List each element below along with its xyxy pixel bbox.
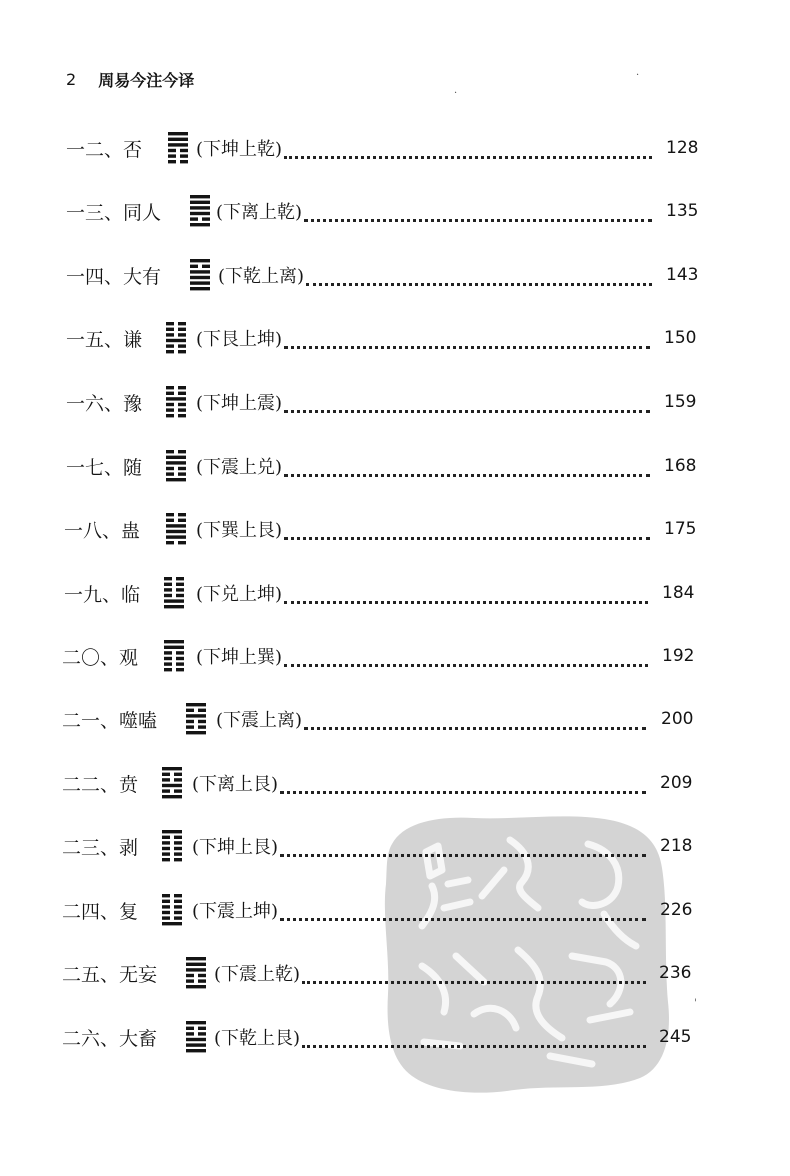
yang-line <box>186 1043 206 1046</box>
hexagram-symbol-icon <box>186 955 206 989</box>
toc-entry[interactable] <box>0 446 790 486</box>
yin-line <box>178 513 186 516</box>
yin-line <box>166 450 174 453</box>
hexagram-number: 一二、 <box>66 138 124 161</box>
yang-line <box>190 270 210 273</box>
yin-line <box>178 344 186 347</box>
yang-line <box>162 830 182 833</box>
yang-line <box>190 212 210 215</box>
hexagram-name: 大畜 <box>119 1027 158 1050</box>
trigram-composition: (下乾上艮) <box>214 1028 301 1049</box>
yin-line <box>198 979 206 982</box>
yin-line <box>186 709 194 712</box>
yang-line <box>166 339 186 342</box>
page-number: 218 <box>660 836 693 856</box>
yin-line <box>178 414 186 417</box>
yin-line <box>162 778 170 781</box>
toc-entry-label <box>66 446 142 486</box>
page-number: 209 <box>660 773 693 793</box>
dot-leader <box>284 454 650 477</box>
yin-line <box>162 836 170 839</box>
yin-line <box>198 974 206 977</box>
toc-entry-label <box>66 318 142 358</box>
yin-line <box>198 1032 206 1035</box>
yang-line <box>186 731 206 734</box>
yin-line <box>176 594 184 597</box>
yin-line <box>178 472 186 475</box>
yin-line <box>174 778 182 781</box>
yin-line <box>168 160 176 163</box>
trigram-composition: (下巽上艮) <box>196 520 283 541</box>
yin-line <box>166 350 174 353</box>
hexagram-number: 二五、 <box>62 963 120 986</box>
trigram-composition: (下坤上艮) <box>192 837 279 858</box>
stray-mark: ' <box>694 998 697 1009</box>
toc-entry-label <box>62 1017 157 1057</box>
hexagram-symbol-icon <box>166 320 186 354</box>
yin-line <box>168 149 176 152</box>
yin-line <box>198 720 206 723</box>
yang-line <box>190 206 210 209</box>
yang-line <box>190 223 210 226</box>
toc-entry[interactable] <box>0 1017 790 1057</box>
yin-line <box>166 408 174 411</box>
yang-line <box>190 276 210 279</box>
toc-entry[interactable] <box>0 573 790 613</box>
trigram-composition: (下震上坤) <box>192 901 279 922</box>
yin-line <box>174 905 182 908</box>
hexagram-name: 噬嗑 <box>119 709 158 732</box>
hexagram-symbol-icon <box>190 257 210 291</box>
trigram-composition: (下乾上离) <box>218 266 305 287</box>
hexagram-symbol-icon <box>168 130 188 164</box>
yang-line <box>162 784 182 787</box>
yin-line <box>162 916 170 919</box>
dot-leader <box>302 961 646 984</box>
yin-line <box>164 662 172 665</box>
hexagram-number: 一五、 <box>66 328 124 351</box>
yin-line <box>174 841 182 844</box>
hexagram-name: 复 <box>119 900 139 923</box>
yin-line <box>178 328 186 331</box>
hexagram-symbol-icon <box>186 701 206 735</box>
toc-entry[interactable] <box>0 255 790 295</box>
page-number: 168 <box>664 456 697 476</box>
toc-entry-label <box>62 636 138 676</box>
yin-line <box>186 1032 194 1035</box>
trigram-composition: (下坤上乾) <box>196 139 283 160</box>
toc-entry[interactable] <box>0 191 790 231</box>
yin-line <box>162 894 170 897</box>
yang-line <box>190 281 210 284</box>
yin-line <box>166 392 174 395</box>
yang-line <box>190 259 210 262</box>
yin-line <box>178 333 186 336</box>
yin-line <box>202 265 210 268</box>
yang-line <box>164 605 184 608</box>
page-number: 236 <box>659 963 692 983</box>
hexagram-number: 一八、 <box>64 519 122 542</box>
dot-leader <box>280 771 646 794</box>
yin-line <box>174 916 182 919</box>
yin-line <box>198 709 206 712</box>
toc-entry-label <box>66 255 161 295</box>
yin-line <box>166 333 174 336</box>
dot-leader <box>302 1025 646 1048</box>
yin-line <box>166 403 174 406</box>
yin-line <box>162 841 170 844</box>
yang-line <box>168 143 188 146</box>
yin-line <box>186 1027 194 1030</box>
yang-line <box>186 714 206 717</box>
yang-line <box>166 456 186 459</box>
yin-line <box>178 519 186 522</box>
yin-line <box>176 583 184 586</box>
toc-entry[interactable] <box>0 699 790 739</box>
yang-line <box>168 132 188 135</box>
page-number: 175 <box>664 519 697 539</box>
yin-line <box>166 414 174 417</box>
page-number: 143 <box>666 265 699 285</box>
yin-line <box>176 668 184 671</box>
hexagram-number: 二〇、 <box>62 646 120 669</box>
yin-line <box>190 265 198 268</box>
yin-line <box>178 392 186 395</box>
hexagram-name: 剥 <box>119 836 139 859</box>
yin-line <box>180 160 188 163</box>
yang-line <box>166 524 186 527</box>
header-page-number: 2 <box>66 70 77 89</box>
yang-line <box>162 922 182 925</box>
hexagram-name: 谦 <box>123 328 143 351</box>
toc-entry[interactable] <box>0 636 790 676</box>
dot-leader <box>304 707 646 730</box>
trigram-composition: (下离上乾) <box>216 202 303 223</box>
toc-entry[interactable] <box>0 382 790 422</box>
page-number: 128 <box>666 138 699 158</box>
hexagram-name: 大有 <box>123 265 162 288</box>
trigram-composition: (下坤上巽) <box>196 647 283 668</box>
yin-line <box>166 344 174 347</box>
trigram-composition: (下震上离) <box>216 710 303 731</box>
yin-line <box>202 217 210 220</box>
toc-entry-label <box>66 382 142 422</box>
hexagram-number: 一九、 <box>64 583 122 606</box>
yin-line <box>166 328 174 331</box>
yin-line <box>198 1027 206 1030</box>
yang-line <box>186 703 206 706</box>
yin-line <box>198 725 206 728</box>
stray-mark: · <box>636 70 640 81</box>
yang-line <box>168 138 188 141</box>
hexagram-number: 一四、 <box>66 265 124 288</box>
trigram-composition: (下震上兑) <box>196 457 283 478</box>
yang-line <box>186 1021 206 1024</box>
yin-line <box>164 577 172 580</box>
yang-line <box>190 201 210 204</box>
dot-leader <box>306 263 652 286</box>
yin-line <box>178 403 186 406</box>
page-number: 135 <box>666 201 699 221</box>
yang-line <box>186 985 206 988</box>
hexagram-symbol-icon <box>166 384 186 418</box>
yang-line <box>164 646 184 649</box>
yang-line <box>166 530 186 533</box>
yin-line <box>178 322 186 325</box>
yin-line <box>174 773 182 776</box>
yin-line <box>166 322 174 325</box>
yin-line <box>174 858 182 861</box>
yang-line <box>164 640 184 643</box>
yin-line <box>168 154 176 157</box>
page-number: 200 <box>661 709 694 729</box>
yang-line <box>162 767 182 770</box>
hexagram-number: 二三、 <box>62 836 120 859</box>
yin-line <box>162 900 170 903</box>
yin-line <box>178 541 186 544</box>
yin-line <box>176 662 184 665</box>
page-number: 245 <box>659 1027 692 1047</box>
dot-leader <box>284 326 650 349</box>
yin-line <box>180 149 188 152</box>
toc-entry[interactable] <box>0 318 790 358</box>
toc-entry[interactable] <box>0 890 790 930</box>
yin-line <box>178 408 186 411</box>
page-number: 184 <box>662 583 695 603</box>
yin-line <box>186 720 194 723</box>
yin-line <box>162 852 170 855</box>
dot-leader <box>284 517 650 540</box>
hexagram-symbol-icon <box>162 892 182 926</box>
trigram-composition: (下震上乾) <box>214 964 301 985</box>
toc-entry[interactable] <box>0 509 790 549</box>
yin-line <box>166 519 174 522</box>
yin-line <box>162 773 170 776</box>
yin-line <box>176 588 184 591</box>
dot-leader <box>280 898 646 921</box>
hexagram-symbol-icon <box>164 575 184 609</box>
yin-line <box>174 852 182 855</box>
yin-line <box>178 450 186 453</box>
hexagram-symbol-icon <box>166 511 186 545</box>
yin-line <box>186 725 194 728</box>
yin-line <box>186 974 194 977</box>
dot-leader <box>284 390 650 413</box>
yin-line <box>164 588 172 591</box>
stray-mark: · <box>454 88 458 99</box>
yin-line <box>180 154 188 157</box>
yang-line <box>166 397 186 400</box>
yang-line <box>166 461 186 464</box>
yang-line <box>186 1038 206 1041</box>
yang-line <box>186 963 206 966</box>
hexagram-symbol-icon <box>162 765 182 799</box>
hexagram-name: 否 <box>123 138 143 161</box>
hexagram-name: 观 <box>119 646 139 669</box>
yin-line <box>174 900 182 903</box>
hexagram-number: 二六、 <box>62 1027 120 1050</box>
toc-entry[interactable] <box>0 128 790 168</box>
trigram-composition: (下兑上坤) <box>196 584 283 605</box>
hexagram-symbol-icon <box>164 638 184 672</box>
yin-line <box>162 847 170 850</box>
yin-line <box>176 657 184 660</box>
toc-entry-label <box>64 509 140 549</box>
yang-line <box>190 287 210 290</box>
toc-entry[interactable] <box>0 826 790 866</box>
toc-entry-label <box>66 191 161 231</box>
hexagram-number: 一三、 <box>66 201 124 224</box>
yin-line <box>190 217 198 220</box>
yang-line <box>166 478 186 481</box>
yang-line <box>190 195 210 198</box>
hexagram-symbol-icon <box>190 193 210 227</box>
trigram-composition: (下艮上坤) <box>196 329 283 350</box>
yin-line <box>174 789 182 792</box>
yin-line <box>162 858 170 861</box>
hexagram-name: 同人 <box>123 201 162 224</box>
yin-line <box>178 467 186 470</box>
page-number: 150 <box>664 328 697 348</box>
yin-line <box>166 467 174 470</box>
yin-line <box>162 911 170 914</box>
hexagram-name: 贲 <box>119 773 139 796</box>
page-number: 226 <box>660 900 693 920</box>
yang-line <box>164 599 184 602</box>
hexagram-number: 一七、 <box>66 456 124 479</box>
dot-leader <box>304 199 652 222</box>
hexagram-name: 无妄 <box>119 963 158 986</box>
yin-line <box>186 979 194 982</box>
toc-entry-label <box>62 826 138 866</box>
page-number: 192 <box>662 646 695 666</box>
toc-entry-label <box>64 573 140 613</box>
yin-line <box>174 911 182 914</box>
trigram-composition: (下坤上震) <box>196 393 283 414</box>
hexagram-name: 随 <box>123 456 143 479</box>
hexagram-name: 蛊 <box>121 519 141 542</box>
yin-line <box>164 594 172 597</box>
toc-entry-label <box>66 128 142 168</box>
hexagram-name: 临 <box>121 583 141 606</box>
trigram-composition: (下离上艮) <box>192 774 279 795</box>
yang-line <box>162 795 182 798</box>
yin-line <box>164 657 172 660</box>
yin-line <box>162 789 170 792</box>
yin-line <box>164 668 172 671</box>
hexagram-number: 一六、 <box>66 392 124 415</box>
yang-line <box>186 968 206 971</box>
yin-line <box>176 651 184 654</box>
hexagram-symbol-icon <box>186 1019 206 1053</box>
yang-line <box>166 535 186 538</box>
yin-line <box>166 386 174 389</box>
toc-entry[interactable] <box>0 953 790 993</box>
dot-leader <box>280 834 646 857</box>
page-number: 159 <box>664 392 697 412</box>
toc-entry-label <box>62 953 157 993</box>
toc-entry-label <box>62 890 138 930</box>
yin-line <box>174 894 182 897</box>
hexagram-number: 二四、 <box>62 900 120 923</box>
hexagram-name: 豫 <box>123 392 143 415</box>
yang-line <box>186 957 206 960</box>
dot-leader <box>284 136 652 159</box>
hexagram-number: 二二、 <box>62 773 120 796</box>
dot-leader <box>284 644 648 667</box>
yin-line <box>174 847 182 850</box>
yin-line <box>164 651 172 654</box>
yin-line <box>178 350 186 353</box>
dot-leader <box>284 581 648 604</box>
yin-line <box>166 513 174 516</box>
toc-entry[interactable] <box>0 763 790 803</box>
yin-line <box>162 905 170 908</box>
toc-entry-label <box>62 763 138 803</box>
yin-line <box>166 472 174 475</box>
hexagram-number: 二一、 <box>62 709 120 732</box>
yin-line <box>176 577 184 580</box>
yin-line <box>174 836 182 839</box>
hexagram-symbol-icon <box>162 828 182 862</box>
yin-line <box>178 386 186 389</box>
header-book-title: 周易今注今译 <box>98 71 195 90</box>
toc-entry-label <box>62 699 157 739</box>
yin-line <box>166 541 174 544</box>
yin-line <box>164 583 172 586</box>
hexagram-symbol-icon <box>166 448 186 482</box>
yang-line <box>186 1049 206 1052</box>
